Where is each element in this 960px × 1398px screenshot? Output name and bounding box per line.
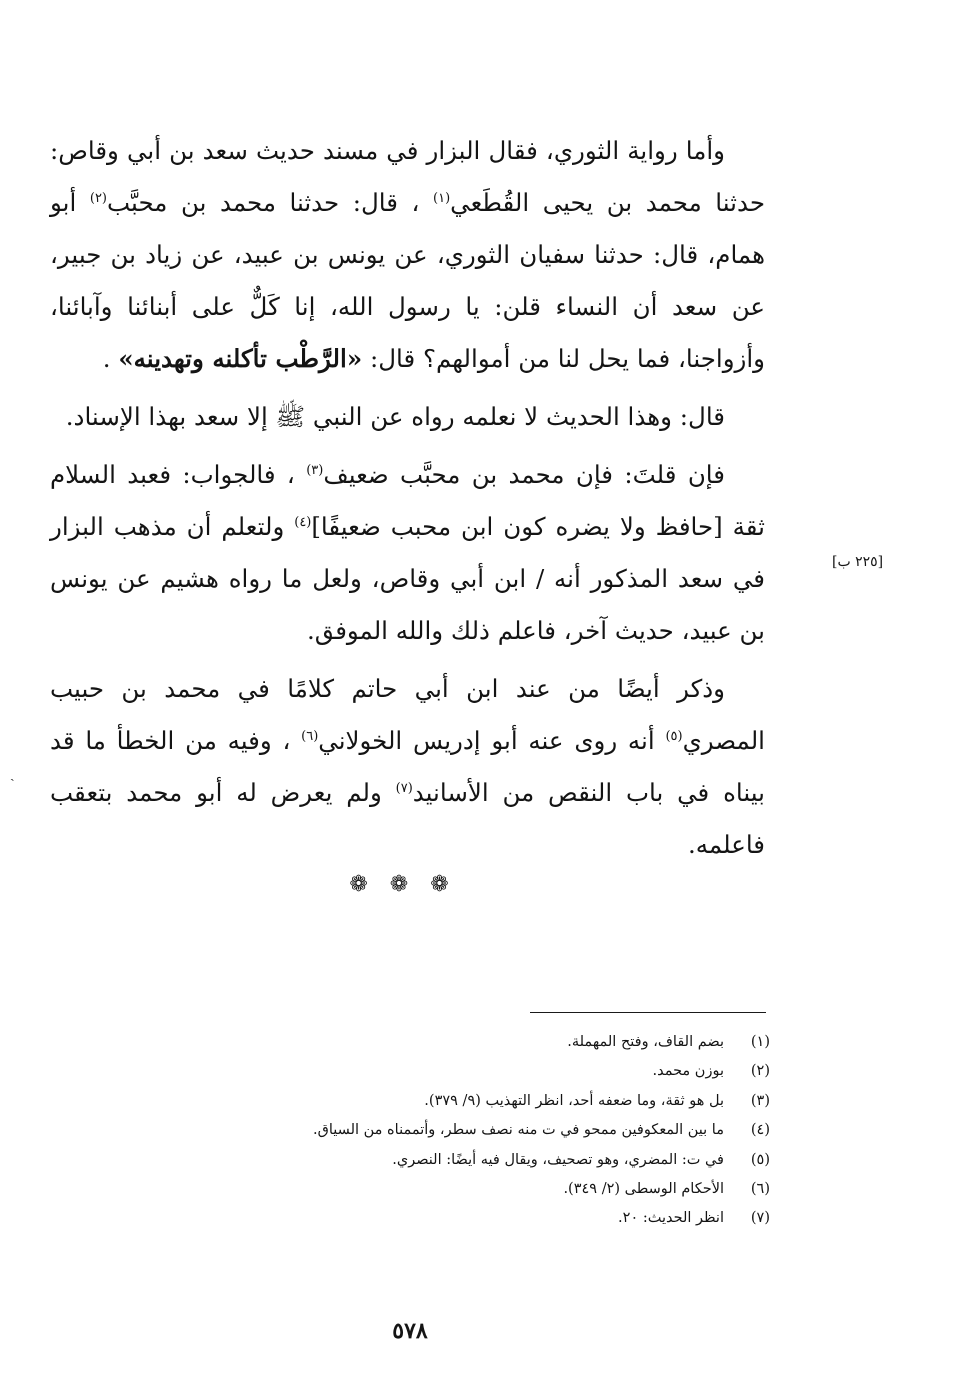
footnote-ref-5[interactable]: (٥) [665, 728, 683, 744]
paragraph-1-text-3: أبو همام، قال: حدثنا سفيان الثوري، عن يونس بن عبيد، عن زياد بن جبير، عن سعد أن النساء قلن: يا رسول الله، إنا كَلٌّ على أبنائنا وآبائنا، وأزواجنا، فما يحل لنا من أموالهم؟ قال: [50, 188, 765, 373]
footnote-item [300, 1116, 770, 1145]
paragraph-3 [50, 449, 765, 657]
footnote-text: في ت: المضري، وهو تصحيف، ويقال فيه أيضًا: النصري. [392, 1151, 724, 1168]
scan-speck: ˎ [10, 766, 15, 782]
paragraph-4-text-2: أنه روى عنه أبو إدريس الخولاني [318, 726, 655, 755]
footnote-ref-7[interactable]: (٧) [395, 780, 413, 796]
footnotes [300, 1028, 770, 1234]
hadith-quote: «الرَّطْب تأكلنه وتهدينه» [118, 344, 363, 373]
paragraph-3-text-3: ولتعلم أن مذهب البزار في سعد المذكور أنه / ابن أبي وقاص، ولعل ما رواه هشيم عن يونس بن عبيد، حديث آخر، فاعلم ذلك والله الموفق. [50, 512, 765, 645]
page-number: ٥٧٨ [392, 1318, 428, 1344]
section-separator: ❁❁❁ [349, 872, 471, 897]
footnote-number: (٥) [750, 1151, 770, 1168]
footnote-text: ما بين المعكوفين ممحو في ت منه نصف سطر، وأتممناه من السياق. [313, 1122, 724, 1139]
footnote-divider [530, 1012, 766, 1013]
footnote-text: بوزن محمد. [652, 1063, 724, 1080]
paragraph-4 [50, 663, 765, 871]
main-text [50, 125, 765, 877]
paragraph-1 [50, 125, 765, 385]
footnote-item [300, 1028, 770, 1057]
footnote-ref-2[interactable]: (٢) [89, 190, 107, 206]
footnote-item [300, 1204, 770, 1233]
paragraph-1-text: وأما رواية الثوري، فقال البزار في مسند حديث سعد بن أبي وقاص: حدثنا محمد بن يحيى القُطَعي [50, 136, 765, 217]
footnote-number: (٢) [750, 1063, 770, 1080]
footnote-text: بل هو ثقة، وما ضعفه أحد، انظر التهذيب (٩/ ٣٧٩). [424, 1092, 724, 1109]
paragraph-2 [50, 391, 765, 443]
footnote-number: (٤) [750, 1122, 770, 1139]
footnote-item [300, 1175, 770, 1204]
footnote-ref-4[interactable]: (٤) [294, 514, 312, 530]
paragraph-4-text: وذكر أيضًا من عند ابن أبي حاتم كلامًا في محمد بن حبيب المصري [50, 674, 765, 755]
paragraph-3-text-2: ، فالجواب: فعبد السلام ثقة [حافظ ولا يضره كون ابن محبب ضعيفًا] [50, 460, 765, 541]
footnote-text: انظر الحديث: ٢٠. [618, 1210, 724, 1227]
footnote-number: (٣) [750, 1092, 770, 1109]
paragraph-2-text: قال: وهذا الحديث لا نعلمه رواه عن النبي ﷺ إلا سعد بهذا الإسناد. [65, 402, 725, 431]
footnote-number: (٧) [750, 1210, 770, 1227]
paragraph-4-text-3: ، وفيه من الخطأ ما قد بيناه في باب النقص من الأسانيد [50, 726, 765, 807]
paragraph-3-text: فإن قلتَ: فإن محمد بن محبَّب ضعيف [323, 460, 725, 489]
footnote-item [300, 1087, 770, 1116]
footnote-number: (١) [750, 1034, 770, 1050]
footnote-ref-6[interactable]: (٦) [301, 728, 319, 744]
paragraph-1-end: . [102, 344, 111, 373]
footnote-item [300, 1057, 770, 1086]
footnote-text: بضم القاف، وفتح المهملة. [567, 1034, 724, 1050]
footnote-item [300, 1146, 770, 1175]
footnote-ref-3[interactable]: (٣) [306, 462, 324, 478]
footnote-number: (٦) [750, 1181, 770, 1198]
footnote-text: الأحكام الوسطى (٢/ ٣٤٩). [563, 1181, 724, 1198]
footnote-ref-1[interactable]: (١) [433, 190, 451, 206]
manuscript-folio-note: [٢٢٥ ب] [832, 554, 884, 570]
paragraph-1-text-2: ، قال: حدثنا محمد بن محبَّب [107, 188, 420, 217]
paragraph-4-text-4: ولم يعرض له أبو محمد بتعقب فاعلمه. [50, 778, 765, 859]
